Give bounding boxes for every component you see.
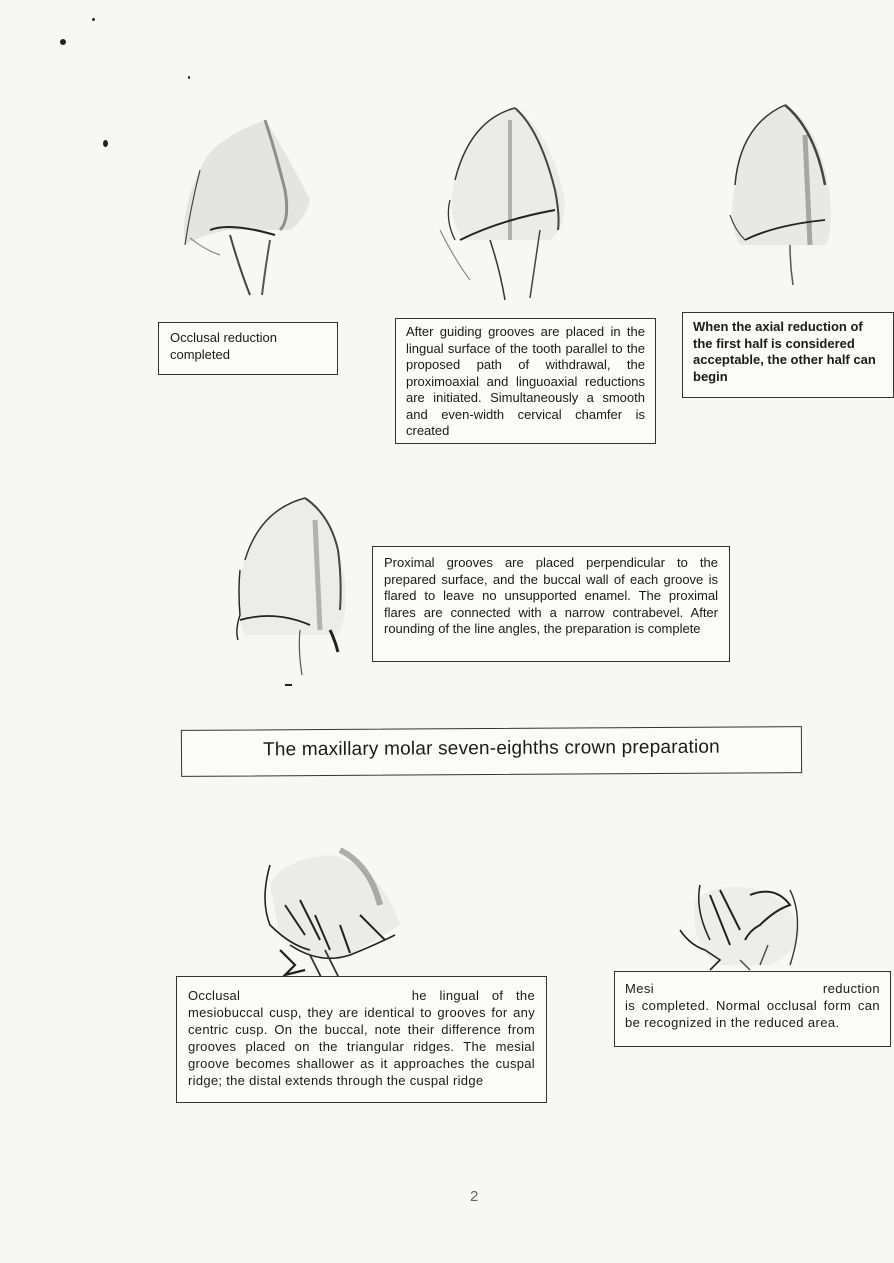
scan-speck <box>188 76 190 79</box>
caption-rest: is completed. Normal occlusal form can be recognized in the reduced area. <box>625 998 880 1030</box>
caption-axial-reduction: After guiding grooves are placed in the lingual surface of the tooth parallel to the proposed path of withdrawal, the proximoaxial and linguoaxial reductions are initiated. Simultaneously a smooth and even-width cervical chamfer is created <box>395 318 656 444</box>
scan-speck <box>92 18 95 21</box>
page-number: 2 <box>470 1188 479 1205</box>
tooth-occlusal-reduction-drawing <box>170 110 330 305</box>
scan-speck <box>103 140 108 147</box>
caption-mesial-reduction <box>614 971 891 1047</box>
scan-speck <box>60 39 66 45</box>
tooth-proximal-grooves-drawing <box>220 490 360 690</box>
caption-occlusal-grooves <box>176 976 547 1103</box>
caption-occlusal-reduction: Occlusal reduction completed <box>158 322 338 375</box>
caption-start: Mesi <box>625 981 655 996</box>
tooth-axial-reduction-drawing <box>430 100 580 305</box>
caption-proximal-grooves: Proximal grooves are placed perpendicular to the prepared surface, and the buccal wall of each groove is flared to leave no unsupported enamel. The proximal flares are connected with a narrow contrabevel. After rounding of the line angles, the preparation is complete <box>372 546 730 662</box>
caption-start: Occlusal <box>188 988 241 1003</box>
caption-mid: reduction <box>822 981 880 996</box>
page-title: The maxillary molar seven-eighths crown preparation <box>181 726 802 777</box>
caption-mid: he lingual of the <box>411 988 535 1003</box>
caption-other-half: When the axial reduction of the first half is considered acceptable, the other half can begin <box>682 312 894 398</box>
tooth-half-reduction-drawing <box>715 95 845 295</box>
caption-rest: mesiobuccal cusp, they are identical to grooves for any centric cusp. On the buccal, note their difference from grooves placed on the triangular ridges. The mesial groove becomes shallower as it approaches the cuspal ridge; the distal extends through the cuspal ridge <box>188 1005 535 1088</box>
tooth-occlusal-grooves-drawing <box>250 845 410 990</box>
